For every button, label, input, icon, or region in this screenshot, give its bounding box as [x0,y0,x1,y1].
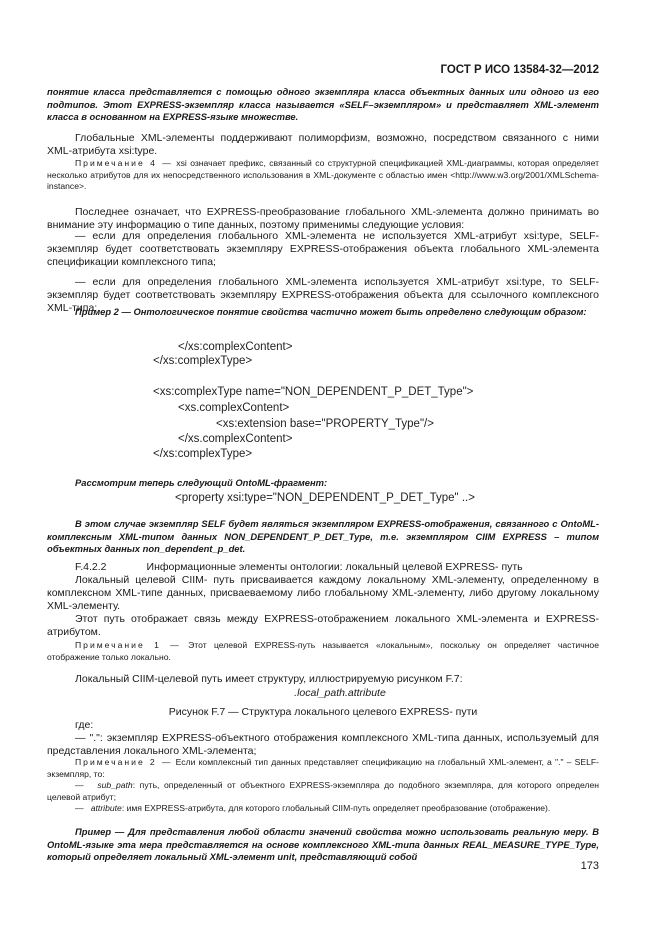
section-heading [47,561,599,574]
note-1-label: Примечание 1 — [75,640,181,650]
note-1 [47,640,599,663]
path-relation-paragraph: Этот путь отображает связь между EXPRESS-отображением локального XML-элемента и EXPRESS-атрибутом. [47,613,599,639]
attribute-text: : имя EXPRESS-атрибута, для которого глобальный CIIM-путь определяет преобразование (отображение). [121,803,551,813]
condition-list [47,230,599,315]
code-line-6: </xs.complexContent> [178,433,293,445]
code-line-1: </xs:complexContent> [178,341,293,353]
example-2: Пример 2 — Онтологическое понятие свойства частично может быть определено следующим образом: [75,306,587,317]
note-4-label: Примечание 4 — [75,158,173,168]
attribute-term: attribute [90,803,122,813]
where-label: где: [75,719,94,731]
dot-definition: — ".": экземпляр EXPRESS-объектного отображения комплексного XML-типа данных, используемый для представления локального XML-элемента; [47,732,599,758]
code-line-5: <xs:extension base="PROPERTY_Type"/> [216,418,434,430]
figure-caption: Рисунок F.7 — Структура локального целевого EXPRESS- пути [168,706,478,718]
subpath-text: : путь, определенный от объектного EXPRESS-экземпляра до подобного экземпляра, для которого определен целевой атрибут; [47,780,599,802]
structure-paragraph: Локальный CIIM-целевой путь имеет структуру, иллюстрируемую рисунком F.7: [75,673,463,685]
section-title: Информационные элементы онтологии: локальный целевой EXPRESS- путь [146,561,523,573]
code-line-3: <xs:complexType name="NON_DEPENDENT_P_DET_Type"> [153,386,474,398]
code-line-7: </xs:complexType> [153,448,253,460]
fragment-code: <property xsi:type="NON_DEPENDENT_P_DET_Type" ..> [175,492,475,504]
self-instance-paragraph: В этом случае экземпляр SELF будет являться экземпляром EXPRESS-отображения, связанного с OntoML-комплексным XML-типом данных NON_DEPENDENT_P_DET_Type, т.е. экземпляром CIIM EXPRESS – типом объектных данных non_dependent_p_det. [47,518,599,555]
path-formula: .local_path.attribute [294,687,386,699]
note-4-text: xsi означает префикс, связанный со структурной спецификацией XML-диаграммы, которая определяет несколько атрибутов для их непосредственного использования в XML-документе с областью имен <http://www.w3.org/2001/XMLSchema-instance>. [47,158,599,191]
note-2-label: Примечание 2 — [75,757,173,767]
local-path-paragraph: Локальный целевой CIIM- путь присваивается каждому локальному XML-элементу, определенному в комплексном XML-типе данных, присваеваемому либо глобальному XML-элементу, либо другому локальному XML-элементу. [47,574,599,613]
note-1-text: Этот целевой EXPRESS-путь называется «локальным», поскольку он определяет частичное отображение только локально. [47,640,599,662]
code-line-4: <xs.complexContent> [178,402,290,414]
condition-item-2: — если для определения глобального XML-элемента используется XML-атрибут xsi:type, то SELF-экземпляр будет соответствовать экземпляру EXPRESS-отображения объекта для ссылочного комплексного XML-типа; [47,275,599,315]
fragment-heading: Рассмотрим теперь следующий OntoML-фрагмент: [75,477,328,488]
note-2 [47,757,599,815]
condition-item-1: — если для определения глобального XML-элемента не используется XML-атрибут xsi:type, SELF-экземпляр будет соответствовать экземпляру EXPRESS-отображения объекта глобального XML-элемента спецификации комплексного типа; [47,230,599,269]
page-number: 173 [580,860,599,872]
final-example: Пример — Для представления любой области значений свойства можно использовать реальную меру. В OntoML-языке эта мера представляется на основе комплексного XML-типа данных REAL_MEASURE_TYPE_Type, который определяет локальный XML-элемент unit, представляющий собой [47,826,599,863]
attribute-dash: — [75,803,84,813]
code-line-2: </xs:complexType> [153,355,253,367]
section-number: F.4.2.2 [75,561,107,573]
express-transform-paragraph: Последнее означает, что EXPRESS-преобразование глобального XML-элемента должно принимать во внимание эту информацию о типе данных, поэтому применимы следующие условия: [47,206,599,232]
subpath-term: sub_path [97,780,133,790]
note-4 [47,158,599,193]
subpath-dash: — [75,780,84,790]
note-2-text: Если комплексный тип данных представляет спецификацию на глобальный XML-элемент, а "." – SELF-экземпляр, то: [47,757,599,779]
standard-header: ГОСТ Р ИСО 13584-32—2012 [440,64,599,76]
global-elements-paragraph: Глобальные XML-элементы поддерживают полиморфизм, возможно, посредством связанного с ними XML-атрибута xsi:type. [47,132,599,158]
intro-paragraph: понятие класса представляется с помощью одного экземпляра класса объектных данных или одного из его подтипов. Этот EXPRESS-экземпляр класса называется «SELF–экземпляром» и представляет XML-элемент класса в основанном на EXPRESS-языке множестве. [47,86,599,123]
